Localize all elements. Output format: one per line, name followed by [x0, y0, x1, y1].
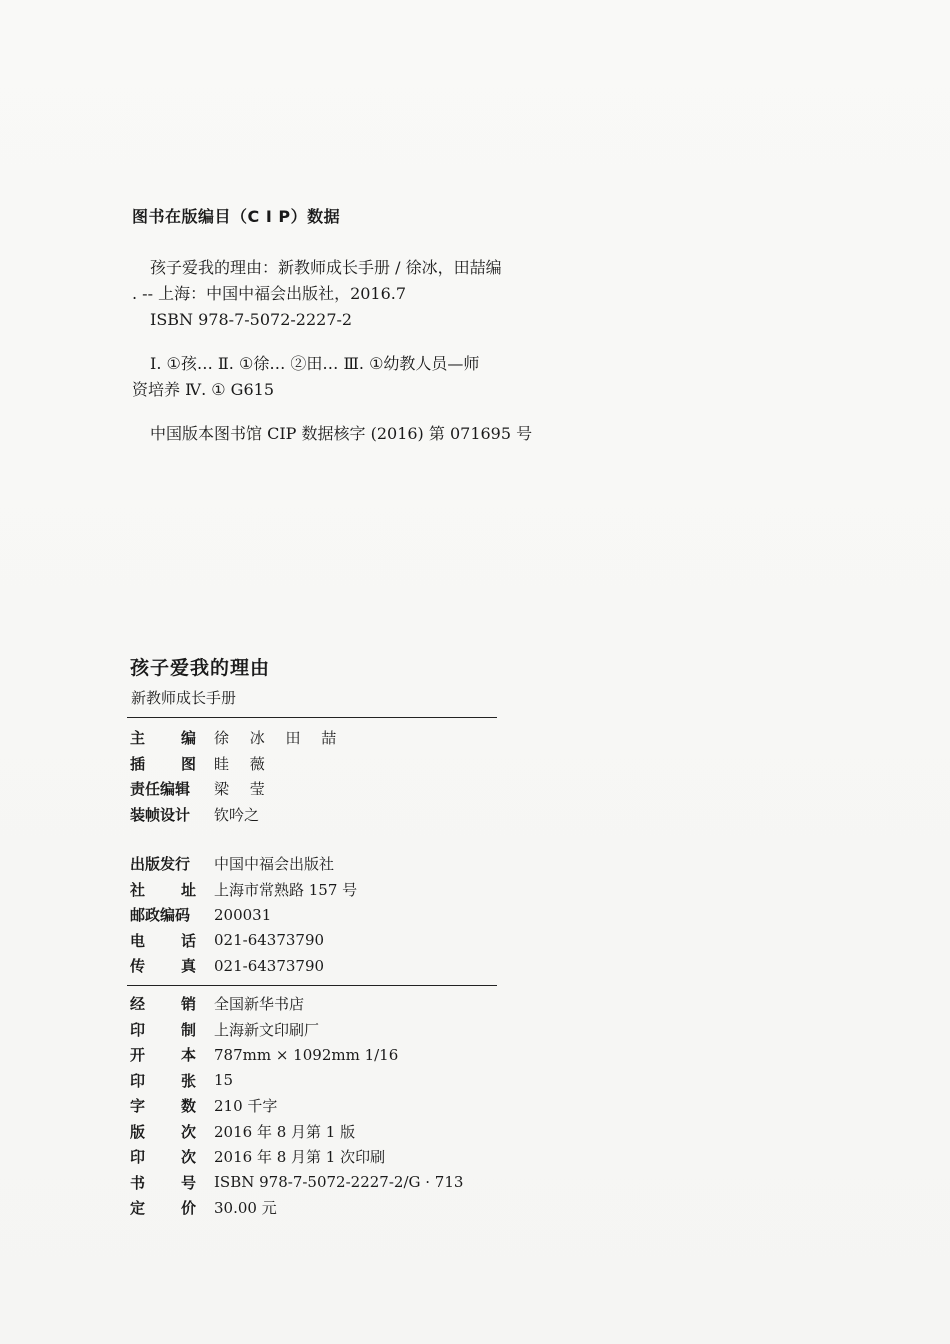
- row-value: 中国中福会出版社: [214, 855, 335, 874]
- cip-title-line: 孩子爱我的理由：新教师成长手册 / 徐冰，田喆编: [150, 258, 502, 277]
- label-char: 编: [180, 729, 196, 748]
- divider: [127, 985, 497, 986]
- label-char: 数: [180, 1097, 196, 1116]
- credit-row-illustrator: [130, 751, 530, 777]
- row-value: 787mm × 1092mm 1/16: [214, 1045, 399, 1064]
- row-value: 021-64373790: [214, 931, 325, 950]
- credit-row-responsible-editor: [130, 776, 530, 802]
- label-char: 制: [180, 1020, 196, 1039]
- label-char: 印: [130, 1148, 146, 1167]
- label-char: 张: [180, 1071, 196, 1090]
- row-label: 出版发行: [130, 855, 191, 874]
- row-value: 梁 莹: [214, 780, 273, 799]
- spec-row: [130, 991, 530, 1017]
- label-char: 真: [180, 957, 196, 976]
- row-label: [130, 1070, 196, 1091]
- row-value: 30.00 元: [214, 1199, 277, 1218]
- cip-subject-line: Ⅰ. ①孩… Ⅱ. ①徐… ②田… Ⅲ. ①幼教人员—师: [150, 354, 480, 373]
- publisher-row: [130, 902, 530, 928]
- label-char: 定: [130, 1199, 146, 1218]
- row-value: 021-64373790: [214, 956, 325, 975]
- label-char: 印: [130, 1071, 146, 1090]
- credit-row-editor: [130, 725, 530, 751]
- label-char: 开: [130, 1046, 146, 1065]
- publisher-row: [130, 851, 530, 877]
- row-value: 15: [214, 1071, 234, 1090]
- label-char: 次: [180, 1122, 196, 1141]
- row-value: 眭 薇: [214, 754, 273, 773]
- spec-row: [130, 1042, 530, 1068]
- spec-row: [130, 1170, 530, 1196]
- row-value: 徐 冰 田 喆: [214, 729, 345, 748]
- row-value: 上海市常熟路 157 号: [214, 880, 358, 899]
- row-label: [130, 879, 196, 900]
- credits-section: [130, 725, 530, 827]
- cip-classification-line: 资培养 Ⅳ. ① G615: [132, 380, 274, 399]
- label-char: 社: [130, 880, 146, 899]
- row-label: [130, 955, 196, 976]
- spec-row: [130, 1119, 530, 1145]
- divider: [127, 717, 497, 718]
- spacer: [132, 333, 582, 351]
- publisher-row: [130, 877, 530, 903]
- label-char: 主: [130, 729, 146, 748]
- label-char: 传: [130, 957, 146, 976]
- specs-section: [130, 991, 530, 1221]
- label-char: 经: [130, 995, 146, 1014]
- row-label: [130, 930, 196, 951]
- label-char: 版: [130, 1122, 146, 1141]
- label-char: 插: [130, 754, 146, 773]
- publisher-row: [130, 928, 530, 954]
- row-label: [130, 727, 196, 748]
- row-label: [130, 1172, 196, 1193]
- spec-row: [130, 1017, 530, 1043]
- cip-heading: 图书在版编目（C I P）数据: [132, 207, 341, 226]
- label-char: 本: [180, 1046, 196, 1065]
- row-value: 2016 年 8 月第 1 版: [214, 1122, 356, 1141]
- row-label: 责任编辑: [130, 780, 191, 799]
- cip-verification-line: 中国版本图书馆 CIP 数据核字 (2016) 第 071695 号: [150, 424, 533, 443]
- credit-row-designer: [130, 802, 530, 828]
- row-label: [130, 1197, 196, 1218]
- book-subtitle: 新教师成长手册: [131, 689, 237, 707]
- label-char: 字: [130, 1097, 146, 1116]
- label-char: 号: [180, 1173, 196, 1192]
- publisher-row: [130, 953, 530, 979]
- row-value: 210 千字: [214, 1097, 278, 1116]
- spec-row: [130, 1068, 530, 1094]
- label-char: 书: [130, 1173, 146, 1192]
- label-char: 印: [130, 1020, 146, 1039]
- book-title: 孩子爱我的理由: [130, 657, 271, 679]
- row-label: 装帧设计: [130, 805, 191, 824]
- label-char: 电: [130, 931, 146, 950]
- publisher-section: [130, 851, 530, 979]
- row-label: [130, 993, 196, 1014]
- row-label: [130, 1146, 196, 1167]
- label-char: 销: [180, 995, 196, 1014]
- row-label: [130, 1044, 196, 1065]
- label-char: 价: [180, 1199, 196, 1218]
- spacer: [132, 403, 582, 421]
- label-char: 次: [180, 1148, 196, 1167]
- row-value: 上海新文印刷厂: [214, 1020, 320, 1039]
- cip-publication-line: . -- 上海：中国中福会出版社，2016.7: [132, 284, 407, 303]
- row-value: 2016 年 8 月第 1 次印刷: [214, 1148, 386, 1167]
- row-value: 200031: [214, 905, 272, 924]
- row-label: [130, 1019, 196, 1040]
- label-char: 址: [180, 880, 196, 899]
- row-label: [130, 1121, 196, 1142]
- label-char: 图: [180, 754, 196, 773]
- row-value: 全国新华书店: [214, 995, 305, 1014]
- row-label: 邮政编码: [130, 906, 191, 925]
- spec-row: [130, 1093, 530, 1119]
- label-char: 话: [180, 931, 196, 950]
- row-label: [130, 753, 196, 774]
- row-value: ISBN 978-7-5072-2227-2/G · 713: [214, 1173, 464, 1192]
- cip-isbn-line: ISBN 978-7-5072-2227-2: [150, 310, 353, 329]
- cip-record: [132, 255, 582, 447]
- row-value: 钦吟之: [214, 805, 260, 824]
- spec-row: [130, 1144, 530, 1170]
- spec-row: [130, 1195, 530, 1221]
- row-label: [130, 1095, 196, 1116]
